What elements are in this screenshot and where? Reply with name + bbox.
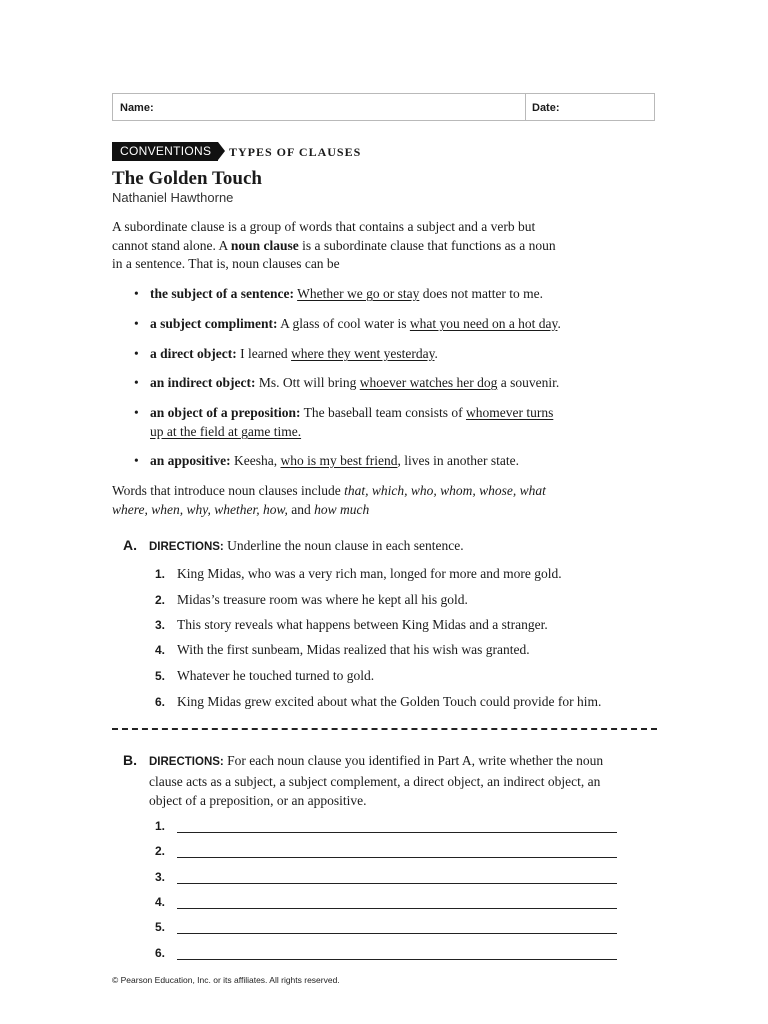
answer-line-6[interactable] <box>177 959 617 960</box>
bullet-icon: • <box>134 375 139 390</box>
answer-number: 6. <box>155 946 166 960</box>
item-number: 2. <box>155 593 166 607</box>
answer-number: 4. <box>155 895 166 909</box>
bullet-icon: • <box>134 316 139 331</box>
part-b-letter: B. <box>123 752 137 768</box>
intro-paragraph <box>112 218 632 274</box>
item-number: 5. <box>155 669 166 683</box>
part-b-directions: DIRECTIONS: For each noun clause you identified in Part A, write whether the noun clause acts as a subject, a subject complement, a direct object, an indirect object, an object of a preposition, or an appositive. <box>149 753 604 808</box>
copyright-footer: © Pearson Education, Inc. or its affiliates. All rights reserved. <box>112 975 340 985</box>
item-number: 4. <box>155 643 166 657</box>
intro-line-3: in a sentence. That is, noun clauses can be <box>112 256 340 271</box>
author: Nathaniel Hawthorne <box>112 190 234 205</box>
conventions-badge: CONVENTIONS <box>112 142 218 161</box>
answer-line-2[interactable] <box>177 857 617 858</box>
term-noun-clause: noun clause <box>230 237 299 253</box>
cut-line-divider <box>112 728 657 730</box>
name-label: Name: <box>120 102 154 114</box>
answer-number: 3. <box>155 870 166 884</box>
name-date-box <box>112 93 655 121</box>
bullet-icon: • <box>134 346 139 361</box>
bullet-icon: • <box>134 405 139 420</box>
part-a-directions: DIRECTIONS: Underline the noun clause in each sentence. <box>149 538 464 553</box>
answer-line-4[interactable] <box>177 908 617 909</box>
badge-arrow-icon <box>218 142 225 160</box>
box-divider <box>525 94 526 120</box>
bullet-icon: • <box>134 286 139 301</box>
exercise-sentence: King Midas, who was a very rich man, longed for more and more gold. <box>177 566 562 581</box>
item-number: 6. <box>155 695 166 709</box>
answer-number: 5. <box>155 920 166 934</box>
answer-line-5[interactable] <box>177 933 617 934</box>
answer-line-3[interactable] <box>177 883 617 884</box>
answer-number: 1. <box>155 819 166 833</box>
exercise-sentence: King Midas grew excited about what the Golden Touch could provide for him. <box>177 694 602 709</box>
date-label: Date: <box>532 102 560 114</box>
answer-number: 2. <box>155 844 166 858</box>
introducing-words-paragraph: Words that introduce noun clauses include that, which, who, whom, whose, what where, when, why, whether, how, and how much <box>112 483 546 517</box>
answer-line-1[interactable] <box>177 832 617 833</box>
exercise-sentence: Midas’s treasure room was where he kept all his gold. <box>177 592 468 607</box>
exercise-sentence: With the first sunbeam, Midas realized that his wish was granted. <box>177 642 530 657</box>
exercise-sentence: This story reveals what happens between King Midas and a stranger. <box>177 617 548 632</box>
intro-line-1: A subordinate clause is a group of words that contains a subject and a verb but <box>112 219 536 234</box>
intro-line-2: cannot stand alone. A noun clause is a subordinate clause that functions as a noun <box>112 237 556 253</box>
badge-subtitle: TYPES OF CLAUSES <box>229 145 362 159</box>
part-a-letter: A. <box>123 537 137 553</box>
item-number: 1. <box>155 567 166 581</box>
exercise-sentence: Whatever he touched turned to gold. <box>177 668 375 683</box>
page-title: The Golden Touch <box>112 168 262 189</box>
bullet-icon: • <box>134 453 139 468</box>
item-number: 3. <box>155 618 166 632</box>
